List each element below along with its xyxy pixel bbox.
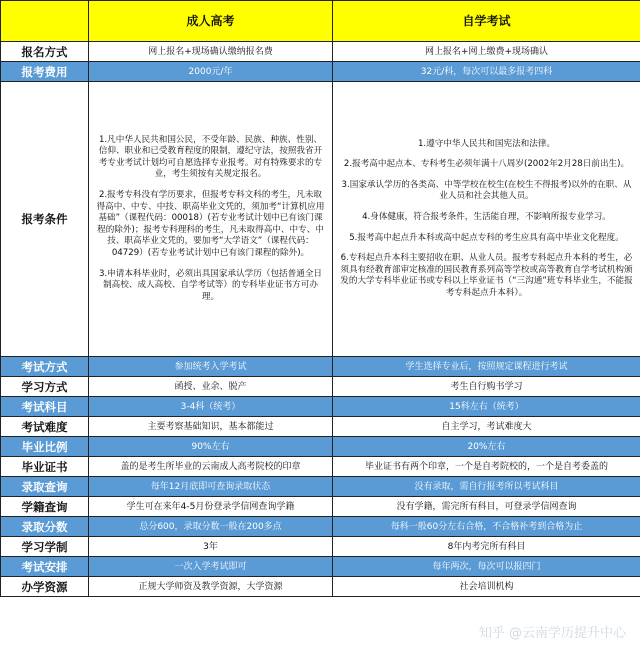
row-label: 报名方式	[1, 42, 89, 62]
self-study-cell: 20%左右	[333, 437, 640, 457]
table-row	[1, 457, 640, 477]
row-label: 报考费用	[1, 62, 89, 82]
table-row	[1, 537, 640, 557]
adult-exam-cell: 总分600，录取分数一般在200多点	[89, 517, 333, 537]
row-label: 学习方式	[1, 377, 89, 397]
condition-item: 4.身体健康，符合报考条件，生活能自理，不影响所报专业学习。	[362, 211, 611, 222]
table-row	[1, 577, 640, 597]
self-study-cell: 网上报名+网上缴费+现场确认	[333, 42, 640, 62]
self-study-cell: 每年两次，每次可以报四门	[333, 557, 640, 577]
table-row	[1, 417, 640, 437]
row-label: 考试方式	[1, 357, 89, 377]
row-label: 考试难度	[1, 417, 89, 437]
header-adult-exam: 成人高考	[89, 1, 333, 42]
condition-item: 2.报考专科没有学历要求，但报考专科文科的考生，凡未取得高中、中专、中技、职高毕业文凭的，须加考“计算机应用基础”（课程代码：00018）(若专业考试计划中已有该门课程的除外)；报考专科理科的考生，凡未取得高中、中专、中技、职高毕业文凭的，要加考“大学语文”（课程代码：04729）(若专业考试计划中已有该门课程的除外)。	[96, 190, 325, 258]
adult-exam-cell: 正规大学师资及教学资源，大学资源	[89, 577, 333, 597]
adult-exam-cell: 每年12月底即可查询录取状态	[89, 477, 333, 497]
table-row	[1, 397, 640, 417]
watermark: 知乎 @云南学历提升中心	[478, 626, 626, 641]
self-study-cell: 社会培训机构	[333, 577, 640, 597]
self-study-cell: 32元/科，每次可以最多报考四科	[333, 62, 640, 82]
row-label: 考试安排	[1, 557, 89, 577]
row-label: 办学资源	[1, 577, 89, 597]
table-row	[1, 62, 640, 82]
self-study-cell: 自主学习，考试难度大	[333, 417, 640, 437]
table-row	[1, 557, 640, 577]
corner-cell	[1, 1, 89, 42]
condition-item: 1.遵守中华人民共和国宪法和法律。	[417, 138, 556, 149]
condition-item: 6.专科起点升本科主要招收在职、从业人员。报考专科起点升本科的考生，必须具有经教育部审定核准的国民教育系列高等学校或高等教育自学考试机构颁发的大学专科毕业证书或专科以上毕业证书（“三沟通”班专科毕业生，不能报考专科起点升本科）。	[340, 253, 633, 298]
adult-exam-cell: 学生可在来年4-5月份登录学信网查询学籍	[89, 497, 333, 517]
table-row	[1, 517, 640, 537]
adult-exam-cell: 主要考察基础知识，基本都能过	[89, 417, 333, 437]
row-label: 毕业证书	[1, 457, 89, 477]
table-row	[1, 497, 640, 517]
row-label: 报考条件	[1, 82, 89, 357]
self-study-cell: 考生自行购书学习	[333, 377, 640, 397]
self-study-cell: 没有学籍，需完所有科目，可登录学信网查询	[333, 497, 640, 517]
row-label: 考试科目	[1, 397, 89, 417]
adult-exam-cell: 参加统考入学考试	[89, 357, 333, 377]
adult-exam-cell: 网上报名+现场确认缴纳报名费	[89, 42, 333, 62]
condition-item: 2.报考高中起点本、专科考生必须年满十八周岁(2002年2月28日前出生)。	[343, 159, 630, 170]
adult-exam-cell: 2000元/年	[89, 62, 333, 82]
self-study-cell: 8年内考完所有科目	[333, 537, 640, 557]
condition-item: 3.申请本科毕业时，必须出具国家承认学历（包括普通全日制高校、成人高校、自学考试等）的专科毕业证书方可办理。	[98, 268, 323, 302]
table-row	[1, 477, 640, 497]
table-row	[1, 357, 640, 377]
adult-exam-cell: 90%左右	[89, 437, 333, 457]
self-study-cell: 毕业证书有两个印章，一个是自考院校的，一个是自考委盖的	[333, 457, 640, 477]
adult-exam-cell: 3-4科（统考）	[89, 397, 333, 417]
self-study-conditions	[333, 82, 640, 357]
adult-exam-cell: 函授、业余、脱产	[89, 377, 333, 397]
row-label: 录取分数	[1, 517, 89, 537]
table-row-conditions	[1, 82, 640, 357]
adult-exam-cell: 一次入学考试即可	[89, 557, 333, 577]
self-study-cell: 学生选择专业后，按照规定课程进行考试	[333, 357, 640, 377]
self-study-cell: 每科一般60分左右合格，不合格补考到合格为止	[333, 517, 640, 537]
table-row	[1, 377, 640, 397]
condition-item: 3.国家承认学历的各类高、中等学校在校生(在校生不得报考)以外的在职、从业人员和社会其他人员。	[341, 179, 632, 202]
table-row	[1, 437, 640, 457]
condition-item: 5.报考高中起点升本科或高中起点专科的考生应具有高中毕业文化程度。	[349, 232, 624, 243]
adult-exam-cell: 盖的是考生所毕业的云南成人高考院校的印章	[89, 457, 333, 477]
self-study-cell: 没有录取，需自行报考所以考试科目	[333, 477, 640, 497]
table-row	[1, 42, 640, 62]
row-label: 学习学制	[1, 537, 89, 557]
row-label: 学籍查询	[1, 497, 89, 517]
header-self-study-exam: 自学考试	[333, 1, 640, 42]
condition-item: 1.凡中华人民共和国公民，不受年龄、民族、种族、性别、信仰、职业和已受教育程度的限制，遵纪守法，按照我省开考专业考试计划均可自愿选择专业报考。对有特殊要求的专业，考生须按有关规定报名。	[98, 134, 323, 180]
self-study-cell: 15科左右（统考）	[333, 397, 640, 417]
row-label: 毕业比例	[1, 437, 89, 457]
header-row	[1, 1, 640, 42]
adult-exam-cell: 3年	[89, 537, 333, 557]
adult-exam-conditions	[89, 82, 333, 357]
row-label: 录取查询	[1, 477, 89, 497]
